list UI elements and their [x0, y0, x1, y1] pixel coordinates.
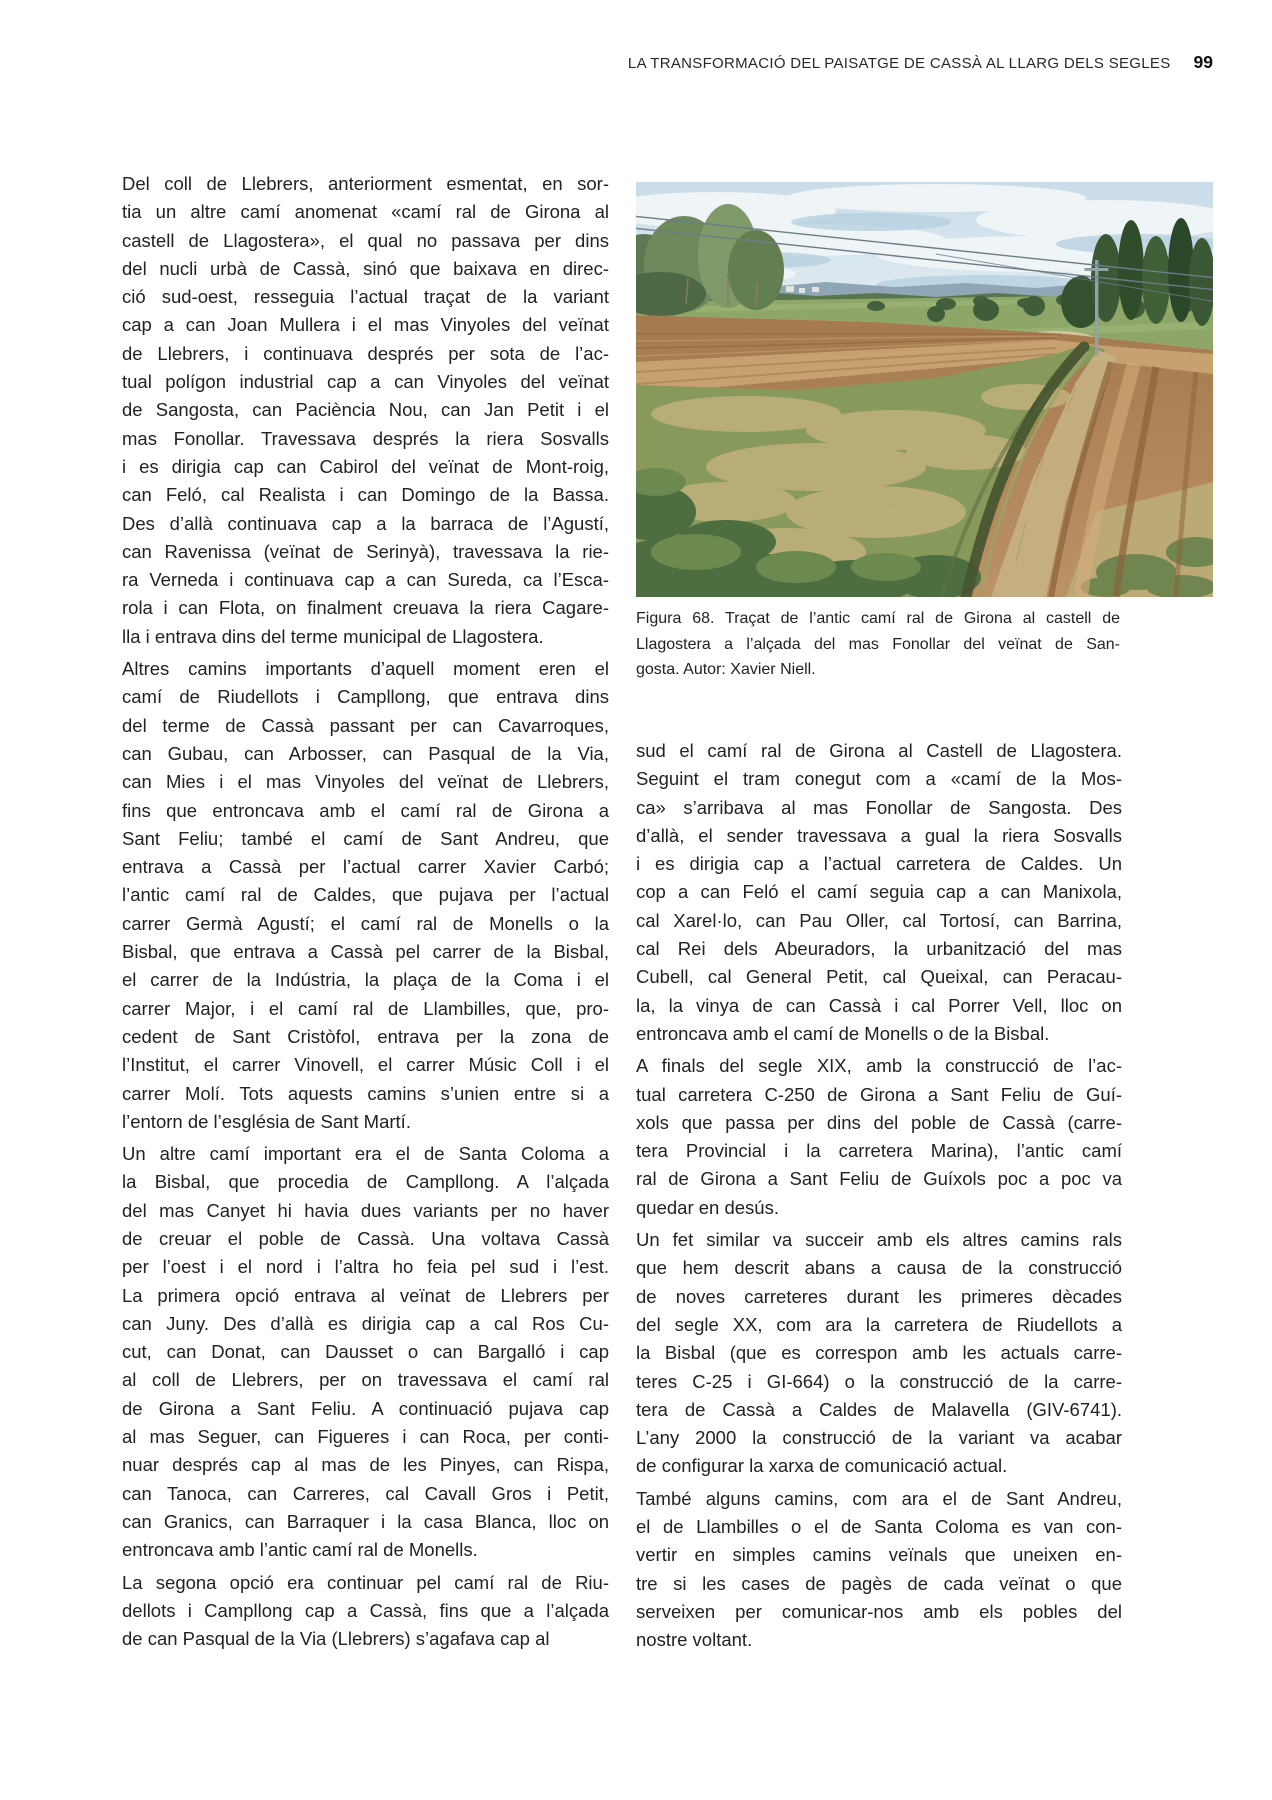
text-line: can Granics, can Barraquer i la casa Blanca, lloc on — [122, 1510, 609, 1532]
text-line: vertir en simples camins veïnals que uneixen en- — [636, 1544, 1122, 1566]
text-line: lla i entrava dins del terme municipal de Llagostera. — [122, 625, 544, 647]
text-line: cal Xarel·lo, can Pau Oller, cal Tortosí, can Barrina, — [636, 909, 1122, 931]
text-line: ral de Girona a Sant Feliu de Guíxols poc a poc va — [636, 1168, 1122, 1190]
text-line: tual carretera C-250 de Girona a Sant Feliu de Guí- — [636, 1083, 1122, 1105]
text-line: dellots i Campllong cap a Cassà, fins que a l’alçada — [122, 1599, 609, 1621]
text-line: tia un altre camí anomenat «camí ral de Girona al — [122, 201, 609, 223]
text-line: al mas Seguer, can Figueres i can Roca, per conti- — [122, 1426, 609, 1448]
text-line: de Sangosta, can Paciència Nou, can Jan Petit i el — [122, 399, 609, 421]
paragraph — [122, 1569, 609, 1654]
text-line: cedent de Sant Cristòfol, entrava per la zona de — [122, 1025, 609, 1047]
text-line: la, la vinya de can Cassà i cal Porrer Vell, lloc on — [636, 994, 1122, 1016]
text-line: el de Llambilles o el de Santa Coloma es van con- — [636, 1516, 1122, 1538]
text-line: mas Fonollar. Travessava després la riera Sosvalls — [122, 427, 609, 449]
figure-caption — [636, 606, 1120, 683]
text-line: can Juny. Des d’allà es dirigia cap a cal Ros Cu- — [122, 1312, 609, 1334]
text-line: rola i can Flota, on finalment creuava la riera Cagare- — [122, 597, 609, 619]
landscape-photo — [636, 182, 1213, 597]
text-line: i es dirigia cap can Cabirol del veïnat de Mont-roig, — [122, 455, 609, 477]
text-line: Des d’allà continuava cap a la barraca de l’Agustí, — [122, 512, 609, 534]
text-line: l’Institut, el carrer Vinovell, el carrer Músic Coll i el — [122, 1054, 609, 1076]
text-line: Un fet similar va succeir amb els altres camins rals — [636, 1229, 1122, 1251]
text-line: nuar després cap al mas de les Pinyes, can Rispa, — [122, 1454, 609, 1476]
text-line: fins que entroncava amb el camí ral de Girona a — [122, 799, 609, 821]
text-line: la Bisbal (que es correspon amb les actuals carre- — [636, 1342, 1122, 1364]
text-line: el carrer de la Indústria, la plaça de la Coma i el — [122, 969, 609, 991]
paragraph — [636, 1485, 1122, 1655]
paragraph — [636, 737, 1122, 1048]
text-line: Del coll de Llebrers, anteriorment esmentat, en sor- — [122, 173, 609, 194]
text-line: serveixen per comunicar-nos amb els pobles del — [636, 1600, 1122, 1622]
text-line: entrava a Cassà per l’actual carrer Xavier Carbó; — [122, 856, 609, 878]
text-line: la Bisbal, que procedia de Campllong. A l’alçada — [122, 1171, 609, 1193]
text-line: tera de Cassà a Caldes de Malavella (GIV-6741). — [636, 1398, 1122, 1420]
text-line: Altres camins importants d’aquell moment eren el — [122, 658, 609, 680]
text-line: que hem descrit abans a causa de la construcció — [636, 1257, 1122, 1279]
text-line: can Ravenissa (veïnat de Serinyà), travessava la rie- — [122, 540, 609, 562]
text-line: cal Rei dels Abeuradors, la urbanització del mas — [636, 938, 1122, 960]
text-line: del nucli urbà de Cassà, sinó que baixava en direc- — [122, 257, 609, 279]
text-line: entroncava amb l’antic camí ral de Monells. — [122, 1539, 478, 1561]
paragraph — [122, 170, 609, 651]
page-number: 99 — [1193, 52, 1213, 72]
text-line: ra Verneda i continuava cap a can Sureda, ca l’Esca- — [122, 569, 609, 591]
text-line: de Llebrers, i continuava després per sota de l’ac- — [122, 342, 609, 364]
text-line: de creuar el poble de Cassà. Una voltava Cassà — [122, 1227, 609, 1249]
paragraph — [122, 655, 609, 1136]
text-line: can Feló, cal Realista i can Domingo de la Bassa. — [122, 484, 609, 506]
text-line: carrer Major, i el camí ral de Llambilles, que, pro- — [122, 997, 609, 1019]
paragraph — [636, 606, 1120, 683]
text-line: La segona opció era continuar pel camí ral de Riu- — [122, 1571, 609, 1593]
left-column — [122, 170, 609, 1653]
text-line: del segle XX, com ara la carretera de Riudellots a — [636, 1313, 1122, 1335]
text-line: Sant Feliu; també el camí de Sant Andreu, que — [122, 827, 609, 849]
text-line: al coll de Llebrers, per on travessava el camí ral — [122, 1369, 609, 1391]
text-line: i es dirigia cap a l’actual carretera de Caldes. Un — [636, 853, 1122, 875]
text-line: L’any 2000 la construcció de la variant va acabar — [636, 1427, 1122, 1449]
text-line: entroncava amb el camí de Monells o de la Bisbal. — [636, 1022, 1050, 1044]
text-line: Llagostera a l’alçada del mas Fonollar del veïnat de San- — [636, 635, 1120, 653]
text-line: sud el camí ral de Girona al Castell de Llagostera. — [636, 740, 1122, 761]
running-title: LA TRANSFORMACIÓ DEL PAISATGE DE CASSÀ AL LLARG DELS SEGLES — [627, 55, 1171, 72]
text-line: camí de Riudellots i Campllong, que entrava dins — [122, 686, 609, 708]
text-line: cut, can Donat, can Dausset o can Bargalló i cap — [122, 1341, 609, 1363]
text-line: nostre voltant. — [636, 1629, 753, 1651]
text-line: castell de Llagostera», el qual no passava per dins — [122, 229, 609, 251]
text-line: Bisbal, que entrava a Cassà pel carrer de la Bisbal, — [122, 941, 609, 963]
text-line: Seguint el tram conegut com a «camí de la Mos- — [636, 768, 1122, 790]
landscape-photo-svg — [636, 182, 1213, 597]
text-line: La primera opció entrava al veïnat de Llebrers per — [122, 1284, 609, 1306]
paragraph — [636, 1052, 1122, 1222]
text-line: can Tanoca, can Carreres, cal Cavall Gros i Petit, — [122, 1482, 609, 1504]
text-line: quedar en desús. — [636, 1196, 779, 1218]
text-line: Un altre camí important era el de Santa Coloma a — [122, 1143, 609, 1165]
text-line: tera Provincial i la carretera Marina), l’antic camí — [636, 1140, 1122, 1162]
text-line: carrer Germà Agustí; el camí ral de Monells o la — [122, 912, 609, 934]
paragraph — [122, 1140, 609, 1564]
text-line: ció sud-oest, resseguia l’actual traçat de la variant — [122, 286, 609, 308]
text-line: teres C-25 i GI-664) o la construcció de la carre- — [636, 1370, 1122, 1392]
text-line: d’allà, el sender travessava a gual la riera Sosvalls — [636, 824, 1122, 846]
text-line: tual polígon industrial cap a can Vinyoles del veïnat — [122, 371, 609, 393]
text-line: A finals del segle XIX, amb la construcció de l’ac- — [636, 1055, 1122, 1077]
text-line: de Girona a Sant Feliu. A continuació pujava cap — [122, 1397, 609, 1419]
text-line: carrer Molí. Tots aquests camins s’unien entre si a — [122, 1082, 609, 1104]
text-line: de configurar la xarxa de comunicació actual. — [636, 1455, 1008, 1477]
text-line: del terme de Cassà passant per can Cavarroques, — [122, 714, 609, 736]
text-line: gosta. Autor: Xavier Niell. — [636, 661, 816, 678]
text-line: can Gubau, can Arbosser, can Pasqual de la Via, — [122, 742, 609, 764]
text-line: També alguns camins, com ara el de Sant Andreu, — [636, 1487, 1122, 1509]
text-line: cop a can Feló el camí seguia cap a can Manixola, — [636, 881, 1122, 903]
text-line: per l’oest i el nord i l’altra ho feia pel sud i l’est. — [122, 1256, 609, 1278]
text-line: del mas Canyet hi havia dues variants per no haver — [122, 1199, 609, 1221]
text-line: Cubell, cal General Petit, cal Queixal, can Peracau- — [636, 966, 1122, 988]
text-line: de can Pasqual de la Via (Llebrers) s’agafava cap al — [122, 1628, 550, 1650]
text-line: l’entorn de l’església de Sant Martí. — [122, 1110, 411, 1132]
text-line: ca» s’arribava al mas Fonollar de Sangosta. Des — [636, 796, 1122, 818]
text-line: Figura 68. Traçat de l’antic camí ral de Girona al castell de — [636, 610, 1120, 627]
text-line: xols que passa per dins del poble de Cassà (carre- — [636, 1111, 1122, 1133]
text-line: l’antic camí ral de Caldes, que pujava per l’actual — [122, 884, 609, 906]
paragraph — [636, 1226, 1122, 1481]
right-column — [636, 737, 1122, 1655]
text-line: de noves carreteres durant les primeres dècades — [636, 1285, 1122, 1307]
text-line: tre si les cases de pagès de cada veïnat o que — [636, 1572, 1122, 1594]
text-line: can Mies i el mas Vinyoles del veïnat de Llebrers, — [122, 771, 609, 793]
text-line: cap a can Joan Mullera i el mas Vinyoles del veïnat — [122, 314, 609, 336]
page-header — [628, 52, 1213, 73]
